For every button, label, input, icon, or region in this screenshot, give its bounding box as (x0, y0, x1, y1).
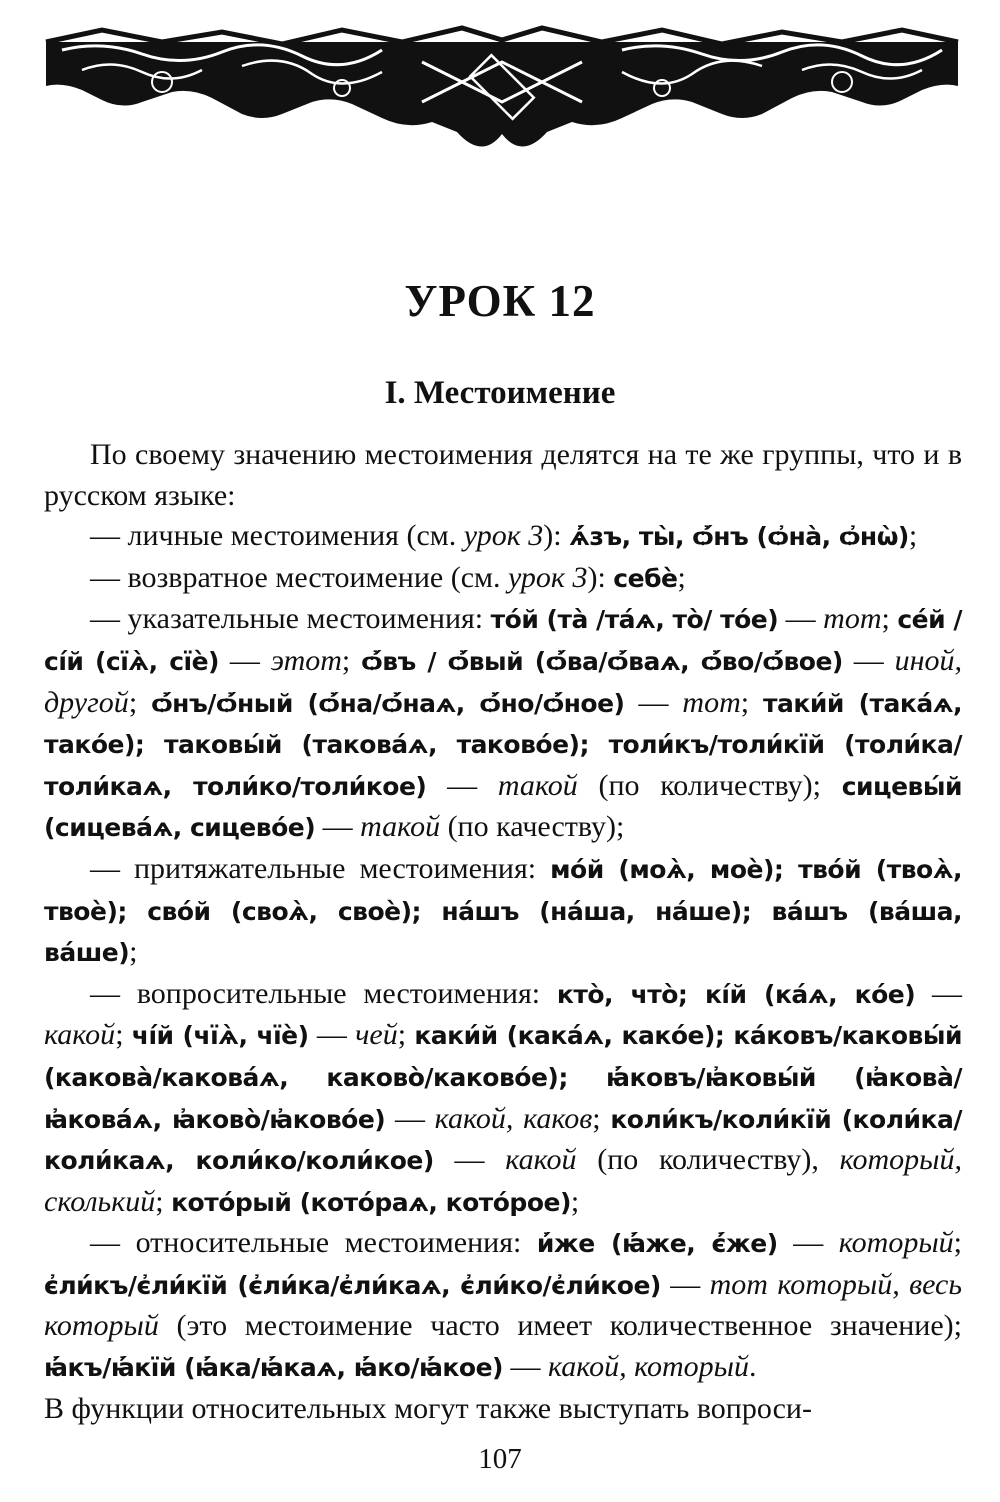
interrogative-translation-kakoy-2: какой (505, 1143, 577, 1177)
paragraph-intro (44, 435, 962, 516)
demonstrative-translation-takoy-2: такой (360, 810, 441, 844)
interrogative-translation-kakoy: какой (44, 1018, 116, 1052)
demonstrative-forms-takiy: таки́й (така́ѧ, тако́е); таковы́й (такова́ѧ, таково́е); толи́къ/толи́кїй (толи́ка/толи́каѧ, толи́ко/толи́кое) (44, 688, 962, 801)
demonstrative-dash: — (778, 602, 824, 636)
lesson-title: УРОК 12 (404, 276, 596, 326)
reflexive-label: — возвратное местоимение (см. (90, 560, 509, 594)
interrogative-sep: ; (155, 1184, 172, 1218)
interrogative-forms-chiy: чі́й (чїѧ̀, чїѐ) (131, 1021, 309, 1051)
demonstrative-dash: — (624, 685, 683, 719)
paragraph-relative-pronouns (44, 1223, 962, 1388)
interrogative-quantity-note: (по количеству), (576, 1143, 840, 1177)
section-title: I. Местоимение (384, 375, 616, 411)
intro-line-1: По своему значению местоимения делятся на те же (90, 438, 754, 471)
reflexive-after: ): (587, 560, 614, 594)
intro-line-2: группы, что и в русском языке: (44, 438, 963, 512)
demonstrative-dash: — (218, 643, 271, 677)
interrogative-dash: — (433, 1143, 506, 1177)
demonstrative-sep: ; (341, 643, 362, 677)
demonstrative-forms-ov: ѻ҆́въ / ѻ҆́вый (ѻ҆́ва/ѻ҆́ваѧ, ѻ҆́во/ѻ҆́вое) (361, 646, 843, 676)
personal-pronoun-forms: ѧ҆́зъ, ты̀, ѻ҆́нъ (ѻ҆на̀, ѻ҆нѡ̀) (569, 522, 909, 552)
demonstrative-dash: — (426, 768, 498, 802)
relative-dash: — (777, 1226, 839, 1260)
interrogative-forms-kto: кто̀, что̀; кі́й (ка́ѧ, ко́е) (556, 979, 916, 1009)
interrogative-sep: ; (592, 1101, 611, 1135)
paragraph-demonstrative-pronouns (44, 599, 962, 849)
demonstrative-translation-tot-2: тот (682, 685, 741, 719)
demonstrative-quality-note: (по качеству); (440, 810, 625, 844)
relative-dash: — (502, 1350, 548, 1384)
paragraph-personal-pronouns (44, 516, 962, 558)
interrogative-dash: — (385, 1101, 435, 1135)
relative-end: . (749, 1350, 757, 1384)
paragraph-possessive-pronouns (44, 849, 962, 974)
personal-label: — личные местоимения (см. (90, 519, 464, 553)
body-text (44, 435, 962, 1429)
demonstrative-forms-on: ѻ҆́нъ/ѻ҆́ный (ѻ҆́на/ѻ҆́наѧ, ѻ҆́но/ѻ҆́ное) (151, 688, 625, 718)
paragraph-interrogative-pronouns (44, 974, 962, 1224)
interrogative-translation-kakov: какой, каков (434, 1101, 593, 1135)
possessive-label: — притяжательные местоимения: (90, 851, 551, 885)
personal-end: ; (908, 519, 918, 553)
reflexive-end: ; (677, 560, 686, 594)
ornamental-header-band (42, 22, 962, 160)
possessive-end: ; (129, 935, 138, 969)
demonstrative-translation-etot: этот (270, 643, 342, 677)
demonstrative-forms-sitseviy: сицевы́й (сицева́ѧ, сицево́е) (44, 771, 962, 843)
reflexive-pronoun-forms: себѐ (613, 563, 678, 593)
relative-dash: — (660, 1267, 710, 1301)
relative-forms-yak: ꙗ҆́къ/ꙗ҆́кїй (ꙗ҆́ка/ꙗ҆́каѧ, ꙗ҆́ко/ꙗ҆́кое) (44, 1353, 503, 1383)
interrogative-dash: — (308, 1018, 356, 1052)
personal-after: ): (543, 519, 570, 553)
relative-translation-tot-kotoriy: тот который, весь который (44, 1267, 962, 1343)
demonstrative-sep: ; (881, 602, 898, 636)
interrogative-forms-kotoriy: кото́рый (кото́раѧ, кото́рое) (171, 1187, 571, 1217)
interrogative-label: — вопросительные местоимения: (90, 976, 557, 1010)
demonstrative-sep: ; (128, 685, 152, 719)
demonstrative-dash: — (842, 643, 895, 677)
interrogative-dash: — (915, 976, 963, 1010)
demonstrative-translation-tot: тот (823, 602, 882, 636)
page-number: 107 (478, 1443, 522, 1475)
relative-translation-kotoriy: который (838, 1226, 954, 1260)
reflexive-lesson-ref: урок 3 (508, 560, 588, 594)
paragraph-reflexive-pronoun (44, 558, 962, 600)
demonstrative-dash: — (315, 810, 361, 844)
interrogative-end: ; (570, 1184, 580, 1218)
relative-label: — относительные местоимения: (90, 1226, 537, 1260)
relative-sep: ; (953, 1226, 962, 1260)
demonstrative-forms-toy: то́й (та̀ /та́ѧ, то̀/ то́е) (490, 605, 779, 635)
interrogative-sep: ; (397, 1018, 415, 1052)
relative-forms-elik: є҆ли́къ/є҆ли́кїй (є҆ли́ка/є҆ли́каѧ, є҆ли́ко/є҆ли́кое) (44, 1270, 661, 1300)
demonstrative-translation-takoy: такой (497, 768, 578, 802)
demonstrative-label: — указательные местоимения: (90, 602, 491, 636)
interrogative-translation-kotoriy: который, сколький (44, 1143, 962, 1218)
relative-quantity-note: (это местоимение часто имеет количественное значение); (158, 1309, 962, 1343)
demonstrative-sep: ; (740, 685, 764, 719)
interrogative-forms-kolik: коли́къ/коли́кїй (коли́ка/коли́каѧ, коли́ко/коли́кое) (44, 1104, 962, 1176)
demonstrative-quantity-note: (по количеству); (577, 768, 842, 802)
paragraph-closing: В функции относительных могут также выступать вопроси- (44, 1391, 812, 1425)
relative-forms-izhe: и҆́же (ꙗ҆́же, є҆́же) (536, 1229, 778, 1259)
interrogative-translation-chey: чей (355, 1018, 398, 1052)
interrogative-sep: ; (115, 1018, 132, 1052)
demonstrative-forms-sey: се́й / сі́й (сїѧ̀, сїѐ) (44, 605, 962, 676)
interrogative-forms-kakiy: каки́й (кака́ѧ, како́е); ка́ковъ/каковы́й (какова̀/какова́ѧ, каково̀/каково́е); ꙗ҆́ковъ/ꙗ҆ковы́й (ꙗ҆кова̀/ꙗ҆кова́ѧ, ꙗ҆ково̀/ꙗ҆ково́е) (44, 1021, 962, 1134)
possessive-pronoun-forms: мо́й (моѧ̀, моѐ); тво́й (твоѧ̀, твоѐ); сво́й (своѧ̀, своѐ); на́шъ (на́ша, на́ше); ва́шъ (ва́ша, ва́ше) (44, 854, 962, 968)
relative-translation-kakoy: какой, который (547, 1350, 750, 1384)
demonstrative-translation-inoy: иной, другой (44, 643, 963, 719)
personal-lesson-ref: урок 3 (463, 519, 544, 553)
